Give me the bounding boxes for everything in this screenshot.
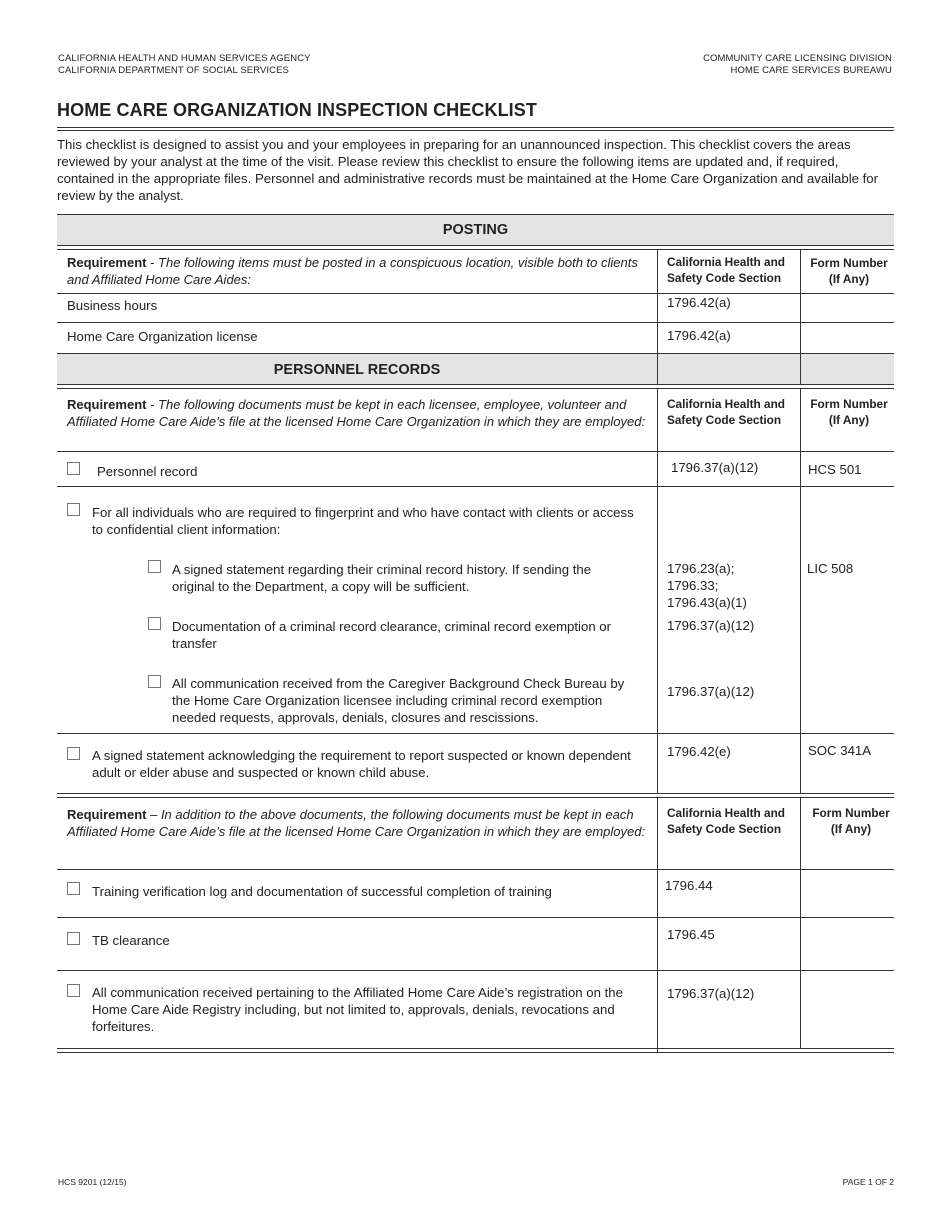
tb-clearance-text: TB clearance [92, 933, 170, 948]
form-header-line-2: (If Any) [828, 412, 870, 427]
posting-item-license: Home Care Organization license [67, 329, 258, 344]
form-id: HCS 9201 (12/15) [58, 1177, 127, 1187]
page-title: HOME CARE ORGANIZATION INSPECTION CHECKLIST [57, 100, 537, 120]
form-column-header [803, 806, 899, 837]
rule [57, 793, 894, 794]
agency-header [58, 53, 311, 77]
requirement-label: Requirement [67, 255, 147, 270]
background-check-code: 1796.37(a)(12) [667, 684, 755, 699]
rule [57, 293, 894, 294]
form-header-line-1: Form Number [812, 806, 890, 820]
title-rule-1 [57, 127, 894, 128]
code-header-line-1: California Health and [667, 255, 785, 269]
tb-clearance-checkbox[interactable] [67, 932, 80, 945]
aide-requirement [67, 807, 652, 840]
form-header-line-2: (If Any) [830, 821, 872, 836]
requirement-text: In addition to the above documents, the following documents must be kept in each Affiliated Home Care Aide’s file at the licensed Home Care Organization in which they are employed: [67, 807, 646, 839]
rule [657, 354, 658, 384]
form-header-line-2: (If Any) [828, 271, 870, 286]
intro-paragraph: This checklist is designed to assist you and your employees in preparing for an unannounced inspection. This checklist covers the areas reviewed by your analyst at the time of the visit. Please review this checklist to ensure the following items are updated and, if required, contained in the appropriate files. Personnel and administrative records must be maintained at the Home Care Organization and available for review by the analyst. [57, 137, 879, 203]
rule [657, 249, 658, 353]
criminal-history-codes [667, 560, 747, 611]
registry-text: All communication received pertaining to the Affiliated Home Care Aide’s registration on the Home Care Aide Registry including, but not limited to, approvals, denials, revocations and forfeitures. [92, 985, 623, 1034]
division-header [703, 53, 892, 77]
form-header-line-1: Form Number [810, 397, 888, 411]
rule [800, 354, 801, 384]
rule [57, 970, 894, 971]
abuse-statement-form: SOC 341A [808, 743, 872, 758]
code-column-header [667, 255, 797, 286]
division-line-1: COMMUNITY CARE LICENSING DIVISION [703, 53, 892, 64]
requirement-separator: – [146, 807, 161, 822]
rule [657, 797, 658, 1052]
requirement-separator: - [146, 397, 159, 412]
rule [57, 1048, 894, 1049]
rule [57, 245, 894, 246]
posting-item-code: 1796.42(a) [667, 328, 731, 343]
agency-line-1: CALIFORNIA HEALTH AND HUMAN SERVICES AGENCY [58, 53, 311, 64]
rule [800, 249, 801, 353]
tb-clearance-code: 1796.45 [667, 927, 715, 942]
background-check-checkbox[interactable] [148, 675, 161, 688]
criminal-history-form: LIC 508 [807, 561, 854, 576]
personnel-record-form: HCS 501 [808, 462, 862, 477]
code-line: 1796.43(a)(1) [667, 595, 747, 610]
registry-checkbox[interactable] [67, 984, 80, 997]
personnel-record-checkbox[interactable] [67, 462, 80, 475]
rule [57, 384, 894, 385]
code-header-line-2: Safety Code Section [667, 412, 782, 427]
posting-requirement [67, 255, 649, 288]
code-header-line-2: Safety Code Section [667, 270, 782, 285]
requirement-label: Requirement [67, 807, 147, 822]
training-code: 1796.44 [665, 878, 713, 893]
abuse-statement-text: A signed statement acknowledging the requirement to report suspected or known dependent adult or elder abuse and suspected or known child abuse. [92, 748, 631, 780]
rule [57, 322, 894, 323]
clearance-checkbox[interactable] [148, 617, 161, 630]
rule [800, 388, 801, 793]
training-checkbox[interactable] [67, 882, 80, 895]
personnel-title: PERSONNEL RECORDS [273, 362, 441, 378]
abuse-statement-code: 1796.42(e) [667, 744, 731, 759]
registry-code: 1796.37(a)(12) [667, 986, 755, 1001]
rule [57, 917, 894, 918]
posting-item-business-hours: Business hours [67, 298, 158, 313]
code-header-line-1: California Health and [667, 806, 785, 820]
rule [57, 733, 894, 734]
personnel-requirement [67, 397, 652, 430]
division-line-2: HOME CARE SERVICES BUREAWU [730, 65, 892, 76]
code-column-header [667, 806, 797, 837]
rule [57, 451, 894, 452]
requirement-text: The following items must be posted in a conspicuous location, visible both to clients and Affiliated Home Care Aides: [67, 255, 638, 287]
fingerprint-checkbox[interactable] [67, 503, 80, 516]
requirement-text: The following documents must be kept in each licensee, employee, volunteer and Affiliated Home Care Aide’s file at the licensed Home Care Organization in which they are employed: [67, 397, 646, 429]
rule [57, 869, 894, 870]
personnel-record-code: 1796.37(a)(12) [671, 460, 759, 475]
rule [57, 486, 894, 487]
criminal-history-text: A signed statement regarding their criminal record history. If sending the original to the Department, a copy will be sufficient. [172, 562, 592, 594]
rule [57, 1052, 894, 1053]
agency-line-2: CALIFORNIA DEPARTMENT OF SOCIAL SERVICES [58, 65, 289, 76]
posting-item-code: 1796.42(a) [667, 295, 731, 310]
requirement-label: Requirement [67, 397, 147, 412]
rule [57, 797, 894, 798]
requirement-separator: - [146, 255, 159, 270]
fingerprint-text: For all individuals who are required to fingerprint and who have contact with clients or access to confidential client information: [92, 505, 634, 537]
code-column-header [667, 397, 797, 428]
code-header-line-2: Safety Code Section [667, 821, 782, 836]
rule [657, 388, 658, 793]
code-line: 1796.23(a); [667, 561, 735, 576]
personnel-record-text: Personnel record [97, 464, 198, 479]
rule [57, 388, 894, 389]
posting-title: POSTING [442, 222, 509, 238]
clearance-text: Documentation of a criminal record clearance, criminal record exemption or transfer [172, 619, 612, 651]
abuse-statement-checkbox[interactable] [67, 747, 80, 760]
clearance-code: 1796.37(a)(12) [667, 618, 755, 633]
criminal-history-checkbox[interactable] [148, 560, 161, 573]
rule [57, 214, 894, 215]
background-check-text: All communication received from the Caregiver Background Check Bureau by the Home Care Organization licensee including criminal record exemption needed requests, approvals, denials, closures and rescissions. [172, 676, 625, 725]
rule [57, 249, 894, 250]
rule [800, 797, 801, 1048]
training-text: Training verification log and documentation of successful completion of training [92, 884, 552, 899]
code-header-line-1: California Health and [667, 397, 785, 411]
form-header-line-1: Form Number [810, 256, 888, 270]
title-rule-2 [57, 130, 894, 131]
form-column-header [801, 397, 897, 428]
form-column-header [801, 256, 897, 287]
page-number: PAGE 1 OF 2 [842, 1177, 894, 1187]
code-line: 1796.33; [667, 578, 719, 593]
